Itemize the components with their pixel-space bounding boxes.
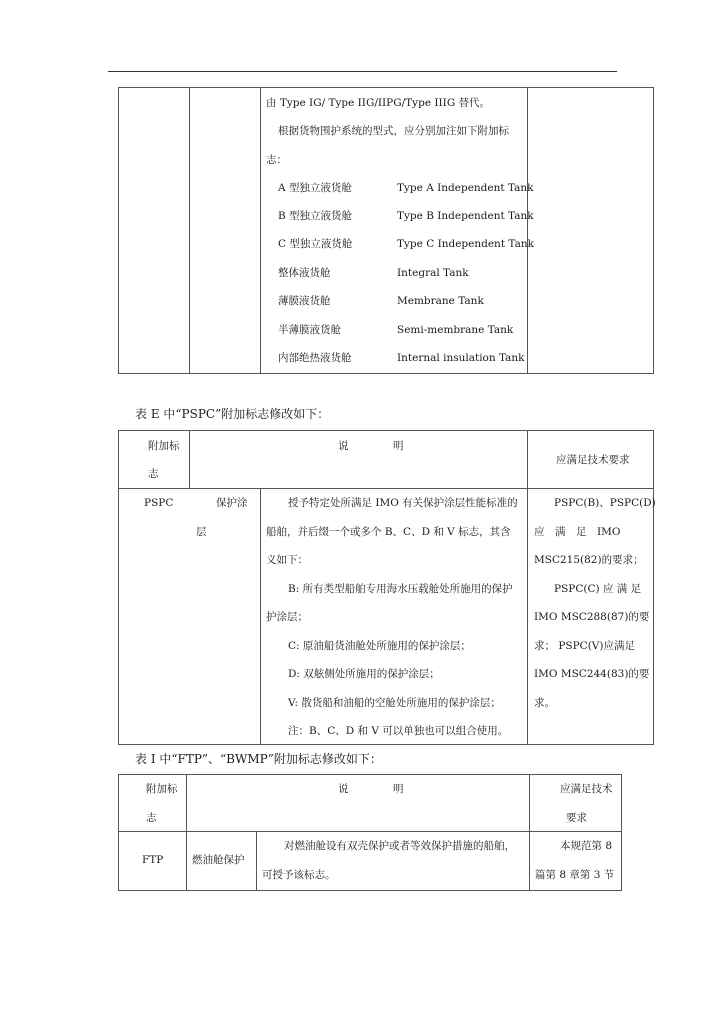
desc-line: 义如下： xyxy=(266,554,308,566)
header-mark: 志 xyxy=(146,812,157,824)
req-line: 求； PSPC(V)应满足 xyxy=(534,640,635,652)
header-desc: 说 xyxy=(338,440,349,452)
tank-type-en: Membrane Tank xyxy=(397,295,484,307)
desc-line: 对燃油舱设有双壳保护或者等效保护措施的船舶， xyxy=(284,840,515,852)
intro-text: 由 Type IG/ Type IIG/IIPG/Type IIIG 替代。 xyxy=(266,97,491,109)
paragraph-text: 志： xyxy=(266,154,287,166)
desc-line: 授予特定处所满足 IMO 有关保护涂层性能标准的 xyxy=(288,497,518,509)
paragraph-text: 根据货物围护系统的型式，应分别加注如下附加标 xyxy=(278,125,509,137)
desc-line: D: 双舷侧处所施用的保护涂层； xyxy=(288,668,440,680)
header-mark: 附加标 xyxy=(148,440,180,452)
desc-line: 注：B、C、D 和 V 可以单独也可以组合使用。 xyxy=(288,725,509,737)
mark-name: 层 xyxy=(196,526,207,538)
tank-type-cn: 整体液货舱 xyxy=(278,267,331,279)
tank-type-en: Integral Tank xyxy=(397,267,469,279)
mark-name: 燃油舱保护 xyxy=(192,854,245,866)
header-desc: 说 xyxy=(338,783,349,795)
mark-code: FTP xyxy=(142,854,164,866)
tank-type-cn: B 型独立液货舱 xyxy=(278,210,353,222)
tank-type-cn: C 型独立液货舱 xyxy=(278,238,353,250)
req-line: PSPC(B)、PSPC(D) xyxy=(554,497,656,509)
req-line: 本规范第 8 xyxy=(560,840,613,852)
tank-type-cn: 半薄膜液货舱 xyxy=(278,324,341,336)
tank-type-en: Internal insulation Tank xyxy=(397,352,525,364)
header-desc: 明 xyxy=(393,440,404,452)
mark-code: PSPC xyxy=(144,497,174,509)
req-line: IMO MSC288(87)的要 xyxy=(534,611,650,623)
req-line: 应 满 足 IMO xyxy=(534,526,621,538)
desc-line: 可授予该标志。 xyxy=(262,869,336,881)
tank-type-cn: 内部绝热液货舱 xyxy=(278,352,352,364)
mark-name: 保护涂 xyxy=(216,497,248,509)
tank-type-cn: A 型独立液货舱 xyxy=(278,182,352,194)
tank-type-en: Type A Independent Tank xyxy=(397,182,534,194)
desc-line: C: 原油船货油舱处所施用的保护涂层； xyxy=(288,640,471,652)
req-line: MSC215(82)的要求； xyxy=(534,554,644,566)
header-requirement: 要求 xyxy=(566,812,587,824)
req-line: 求。 xyxy=(534,697,555,709)
req-line: IMO MSC244(83)的要 xyxy=(534,668,650,680)
header-mark: 附加标 xyxy=(146,783,178,795)
header-requirement: 应满足技术 xyxy=(560,783,613,795)
header-rule xyxy=(108,71,617,72)
desc-line: 护涂层； xyxy=(266,611,308,623)
req-line: 篇第 8 章第 3 节 xyxy=(535,869,615,881)
desc-line: 船舶，并后缀一个或多个 B、C、D 和 V 标志，其含 xyxy=(266,526,511,538)
desc-line: B: 所有类型船舶专用海水压载舱处所施用的保护 xyxy=(288,583,513,595)
header-requirement: 应满足技术要求 xyxy=(556,454,630,466)
header-mark: 志 xyxy=(148,468,159,480)
tank-type-en: Semi-membrane Tank xyxy=(397,324,514,336)
tank-type-cn: 薄膜液货舱 xyxy=(278,295,331,307)
desc-line: V: 散货船和油船的空舱处所施用的保护涂层； xyxy=(288,697,501,709)
tank-type-en: Type C Independent Tank xyxy=(397,238,534,250)
table-e-caption: 表 E 中“PSPC”附加标志修改如下： xyxy=(135,407,330,421)
table-i-caption: 表 I 中“FTP”、“BWMP”附加标志修改如下： xyxy=(135,752,382,766)
req-line: PSPC(C) 应 满 足 xyxy=(554,583,642,595)
header-desc: 明 xyxy=(393,783,404,795)
tank-type-en: Type B Independent Tank xyxy=(397,210,534,222)
